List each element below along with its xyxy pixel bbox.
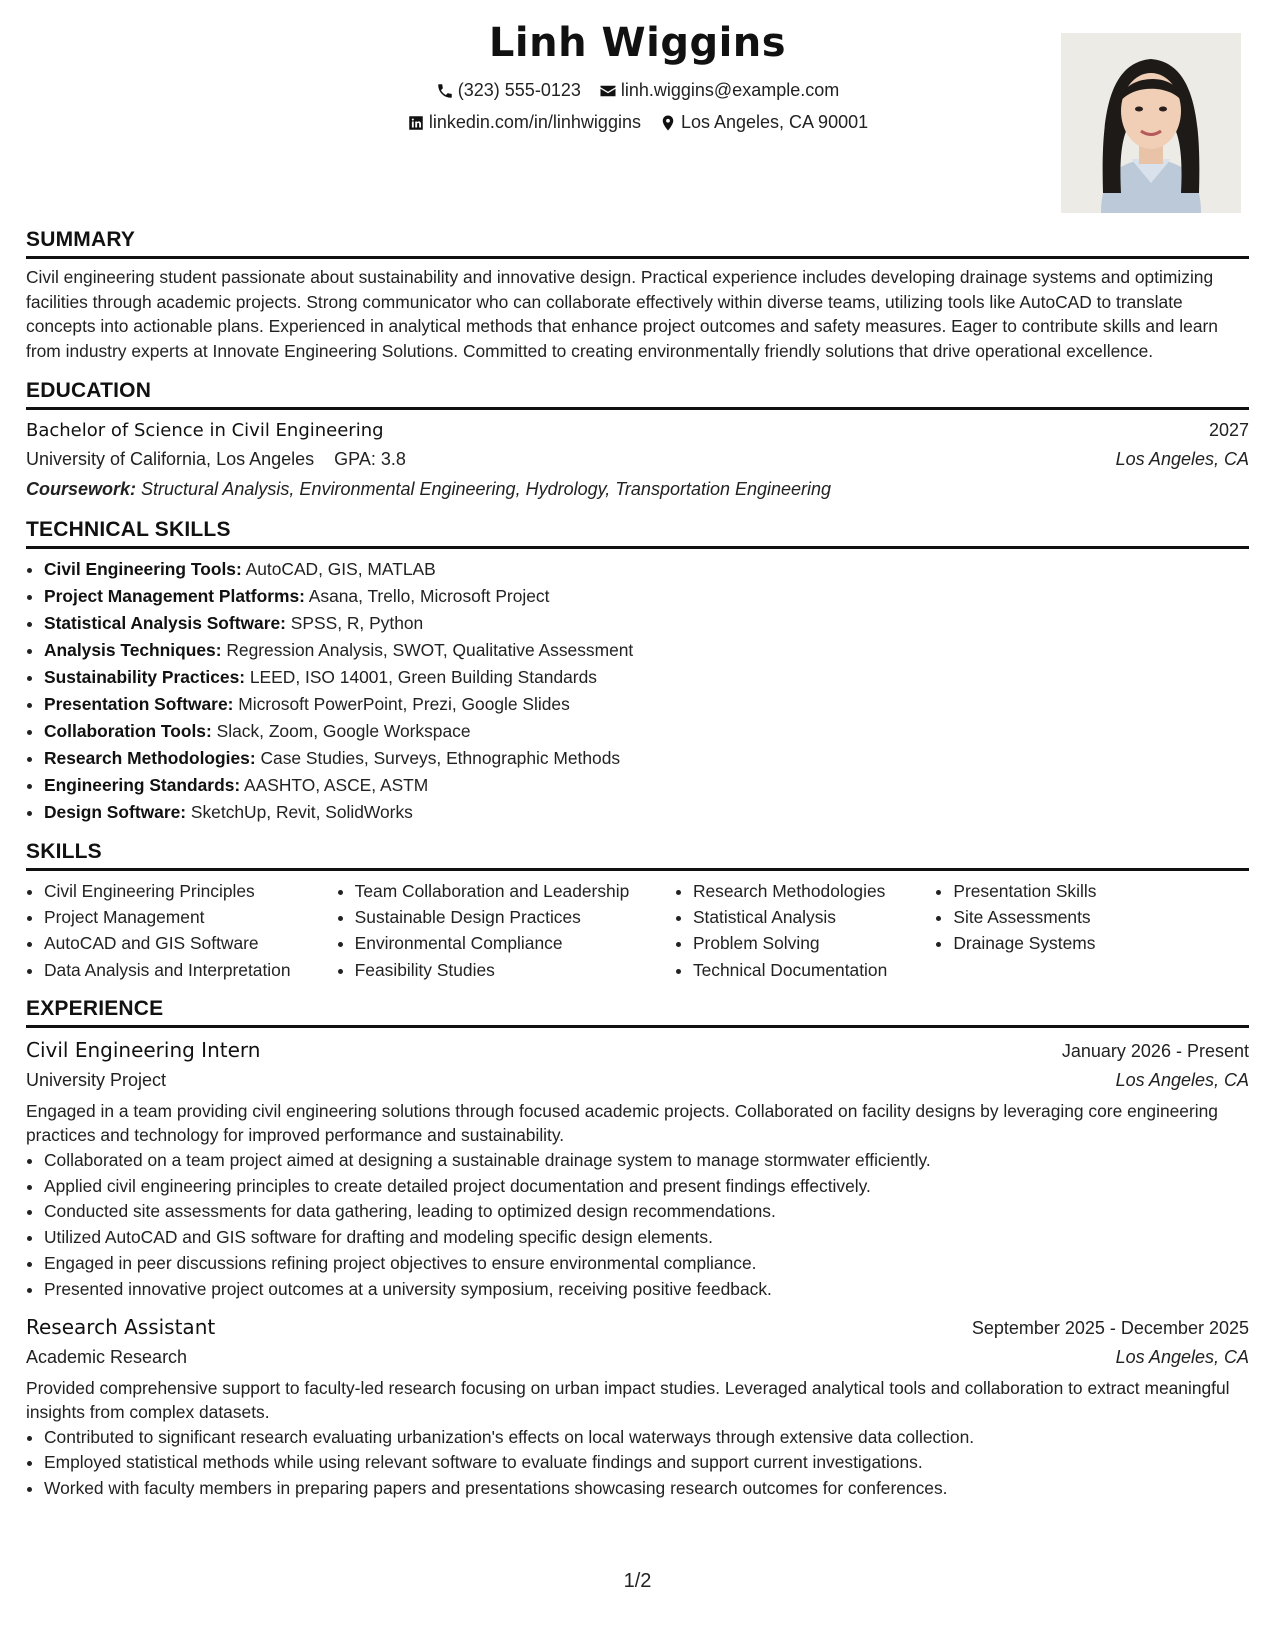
education-heading: EDUCATION — [26, 379, 1249, 410]
list-item: • Engaged in peer discussions refining project objectives to ensure environmental compliance. — [44, 1251, 1249, 1277]
list-item: • AutoCAD and GIS Software — [44, 930, 337, 956]
skill-values: LEED, ISO 14001, Green Building Standards — [249, 667, 597, 687]
experience-heading: EXPERIENCE — [26, 997, 1249, 1028]
technical-skills-list — [26, 556, 1249, 826]
list-item — [44, 637, 1249, 664]
skill-values: Asana, Trello, Microsoft Project — [308, 586, 550, 606]
school-row — [26, 449, 1249, 470]
list-item — [44, 583, 1249, 610]
skill-category: Design Software: — [44, 802, 187, 822]
linkedin-icon — [407, 114, 425, 132]
list-item: • Project Management — [44, 904, 337, 930]
email-address[interactable]: linh.wiggins@example.com — [620, 80, 840, 100]
location-text: Los Angeles, CA 90001 — [680, 112, 869, 132]
skill-category: Research Methodologies: — [44, 748, 256, 768]
list-item — [44, 799, 1249, 826]
job-description: Provided comprehensive support to faculty-led research focusing on urban impact studies. Leveraged analytical tools and collaboration to extract meaningful insights from complex datasets. — [26, 1377, 1230, 1423]
summary-section — [26, 228, 1249, 363]
skill-values: Case Studies, Surveys, Ethnographic Methods — [260, 748, 621, 768]
list-item: • Site Assessments — [953, 904, 1249, 930]
job-title: Research Assistant — [26, 1314, 216, 1339]
experience-section — [26, 997, 1249, 1502]
list-item: • Environmental Compliance — [355, 930, 675, 956]
location-contact — [659, 112, 868, 133]
degree-title: Bachelor of Science in Civil Engineering — [26, 420, 384, 441]
technical-skills-heading: TECHNICAL SKILLS — [26, 518, 1249, 549]
education-section — [26, 379, 1249, 500]
list-item: • Contributed to significant research evaluating urbanization's effects on local waterways through extensive data collection. — [44, 1425, 1249, 1451]
skills-column — [675, 878, 935, 983]
job-title: Civil Engineering Intern — [26, 1037, 261, 1062]
skills-column — [337, 878, 675, 983]
skill-values: Microsoft PowerPoint, Prezi, Google Slides — [238, 694, 570, 714]
list-item: • Presentation Skills — [953, 878, 1249, 904]
list-item: • Utilized AutoCAD and GIS software for drafting and modeling specific design elements. — [44, 1225, 1249, 1251]
phone-icon — [436, 82, 454, 100]
skill-values: AASHTO, ASCE, ASTM — [244, 775, 429, 795]
summary-heading: SUMMARY — [26, 228, 1249, 259]
list-item: • Civil Engineering Principles — [44, 878, 337, 904]
skills-section — [26, 840, 1249, 983]
job-location: Los Angeles, CA — [1115, 1069, 1249, 1090]
list-item: • Sustainable Design Practices — [355, 904, 675, 930]
skill-category: Collaboration Tools: — [44, 721, 212, 741]
job-subheader — [26, 1347, 1249, 1368]
job-header — [26, 1038, 1249, 1062]
list-item: • Presented innovative project outcomes at a university symposium, receiving positive feedback. — [44, 1277, 1249, 1303]
skill-values: SPSS, R, Python — [290, 613, 424, 633]
skills-heading: SKILLS — [26, 840, 1249, 871]
skills-grid — [26, 878, 1249, 983]
job-dates: September 2025 - December 2025 — [971, 1317, 1249, 1338]
school-location: Los Angeles, CA — [1115, 449, 1249, 469]
coursework — [26, 479, 1249, 500]
profile-photo — [1061, 33, 1241, 213]
job-bullets — [26, 1425, 1249, 1502]
linkedin-contact[interactable] — [407, 112, 641, 133]
list-item: • Applied civil engineering principles to create detailed project documentation and present findings effectively. — [44, 1174, 1249, 1200]
resume-page — [26, 0, 1249, 1502]
skill-category: Analysis Techniques: — [44, 640, 222, 660]
skills-column — [935, 878, 1249, 983]
skill-values: Regression Analysis, SWOT, Qualitative Assessment — [226, 640, 634, 660]
phone-contact — [436, 80, 581, 101]
job-subheader — [26, 1070, 1249, 1091]
job-entry — [26, 1315, 1249, 1502]
skill-category: Presentation Software: — [44, 694, 234, 714]
list-item: • Team Collaboration and Leadership — [355, 878, 675, 904]
skill-category: Statistical Analysis Software: — [44, 613, 286, 633]
coursework-label: Coursework: — [26, 479, 137, 499]
job-organization: Academic Research — [26, 1346, 188, 1367]
list-item: • Conducted site assessments for data gathering, leading to optimized design recommendations. — [44, 1199, 1249, 1225]
skill-category: Engineering Standards: — [44, 775, 241, 795]
skill-category: Civil Engineering Tools: — [44, 559, 242, 579]
list-item: • Problem Solving — [693, 930, 935, 956]
list-item: • Statistical Analysis — [693, 904, 935, 930]
list-item: • Data Analysis and Interpretation — [44, 957, 337, 983]
candidate-name: Linh Wiggins — [488, 20, 787, 66]
school-info — [26, 449, 406, 470]
job-organization: University Project — [26, 1069, 167, 1090]
list-item — [44, 610, 1249, 637]
gpa: GPA: 3.8 — [334, 449, 406, 469]
map-pin-icon — [659, 114, 677, 132]
job-dates: January 2026 - Present — [1061, 1040, 1249, 1061]
list-item — [44, 691, 1249, 718]
list-item — [44, 556, 1249, 583]
list-item: • Collaborated on a team project aimed at designing a sustainable drainage system to manage stormwater efficiently. — [44, 1148, 1249, 1174]
resume-header — [26, 0, 1249, 220]
list-item: • Employed statistical methods while using relevant software to evaluate findings and support current investigations. — [44, 1450, 1249, 1476]
job-description: Engaged in a team providing civil engineering solutions through focused academic projects. Collaborated on facility designs by leveraging core engineering practices and technology for improved performance and sustainability. — [26, 1100, 1218, 1146]
email-contact[interactable] — [599, 80, 839, 101]
skill-values: AutoCAD, GIS, MATLAB — [245, 559, 436, 579]
skill-values: SketchUp, Revit, SolidWorks — [190, 802, 413, 822]
summary-text: Civil engineering student passionate about sustainability and innovative design. Practical experience includes developing drainage systems and optimizing facilities through academic projects. Strong communicator who can collaborate effectively within diverse teams, utilizing tools like AutoCAD to translate concepts into actionable plans. Experienced in analytical methods that enhance project outcomes and safety measures. Eager to contribute skills and learn from industry experts at Innovate Engineering Solutions. Committed to creating environmentally friendly solutions that drive operational excellence. — [26, 267, 1218, 361]
degree-row — [26, 420, 1249, 441]
list-item: • Drainage Systems — [953, 930, 1249, 956]
list-item: • Worked with faculty members in preparing papers and presentations showcasing research outcomes for conferences. — [44, 1476, 1249, 1502]
envelope-icon — [599, 82, 617, 100]
list-item — [44, 718, 1249, 745]
page-number: 1/2 — [623, 1570, 652, 1592]
skill-category: Sustainability Practices: — [44, 667, 246, 687]
job-location: Los Angeles, CA — [1115, 1346, 1249, 1367]
list-item — [44, 772, 1249, 799]
coursework-list: Structural Analysis, Environmental Engineering, Hydrology, Transportation Engineering — [141, 479, 832, 499]
skills-column — [26, 878, 337, 983]
list-item — [44, 745, 1249, 772]
linkedin-url[interactable]: linkedin.com/in/linhwiggins — [428, 112, 641, 132]
job-header — [26, 1315, 1249, 1339]
phone-number: (323) 555-0123 — [457, 80, 581, 100]
list-item: • Research Methodologies — [693, 878, 935, 904]
skill-values: Slack, Zoom, Google Workspace — [216, 721, 471, 741]
portrait-image — [1061, 33, 1241, 213]
job-bullets — [26, 1148, 1249, 1303]
technical-skills-section — [26, 518, 1249, 826]
list-item: • Technical Documentation — [693, 957, 935, 983]
list-item — [44, 664, 1249, 691]
job-entry — [26, 1038, 1249, 1303]
graduation-year: 2027 — [1208, 420, 1249, 440]
school-name: University of California, Los Angeles — [26, 449, 315, 469]
skill-category: Project Management Platforms: — [44, 586, 305, 606]
list-item: • Feasibility Studies — [355, 957, 675, 983]
